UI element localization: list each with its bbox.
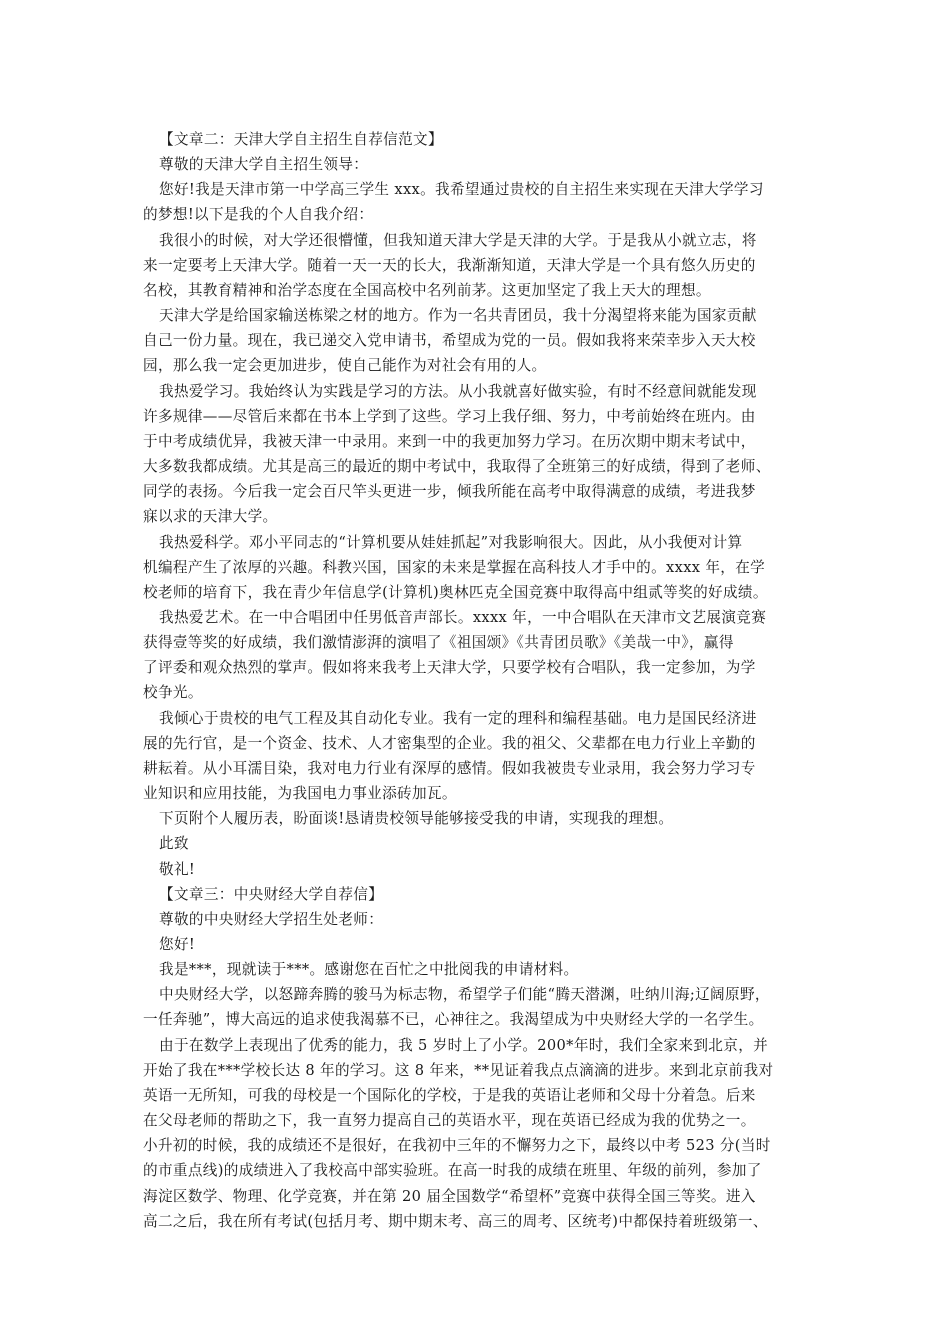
text-line: 的市重点线)的成绩进入了我校高中部实验班。在高一时我的成绩在班里、年级的前列，参加了 [143,1162,762,1180]
text-line: 寐以求的天津大学。 [143,508,278,526]
text-line: 我是***，现就读于***。感谢您在百忙之中批阅我的申请材料。 [159,961,579,979]
text-line: 大多数我都成绩。尤其是高三的最近的期中考试中，我取得了全班第三的好成绩，得到了老师、 [143,458,771,476]
text-line: 来一定要考上天津大学。随着一天一天的长大，我渐渐知道，天津大学是一个具有悠久历史的 [143,256,756,274]
text-line: 自己一份力量。现在，我已递交入党申请书，希望成为党的一员。假如我将来荣幸步入天大校 [143,332,756,350]
text-line: 英语一无所知，可我的母校是一个国际化的学校，于是我的英语让老师和父母十分着急。后来 [143,1086,756,1104]
text-line: 下页附个人履历表，盼面谈!恳请贵校领导能够接受我的申请，实现我的理想。 [159,810,674,828]
text-line: 许多规律——尽管后来都在书本上学到了这些。学习上我仔细、努力，中考前始终在班内。由 [143,407,756,425]
text-line: 开始了我在***学校长达 8 年的学习。这 8 年来，**见证着我点点滴滴的进步。来到北京前我对 [143,1061,774,1079]
text-line: 高二之后，我在所有考试(包括月考、期中期末考、高三的周考、区统考)中都保持着班级第一、 [143,1212,768,1230]
text-line: 的梦想!以下是我的个人自我介绍： [143,206,374,224]
text-line: 一任奔驰”，博大高远的追求使我渴慕不已，心神往之。我渴望成为中央财经大学的一名学生。 [143,1011,764,1029]
text-line: 此致 [159,835,189,853]
text-line: 小升初的时候，我的成绩还不是很好，在我初中三年的不懈努力之下，最终以中考 523 分(当时 [143,1137,771,1155]
text-line: 校争光。 [143,684,203,702]
text-line: 机编程产生了浓厚的兴趣。科教兴国，国家的未来是掌握在高科技人才手中的。xxxx 年，在学 [143,558,766,576]
text-line: 我很小的时候，对大学还很懵懂，但我知道天津大学是天津的大学。于是我从小就立志，将 [159,231,757,249]
text-line: 了评委和观众热烈的掌声。假如将来我考上天津大学，只要学校有合唱队，我一定参加，为学 [143,659,756,677]
text-line: 于中考成绩优异，我被天津一中录用。来到一中的我更加努力学习。在历次期中期末考试中， [143,432,756,450]
text-line: 获得壹等奖的好成绩，我们激情澎湃的演唱了《祖国颂》《共青团员歌》《美哉一中》，赢得 [143,634,734,652]
text-line: 我倾心于贵校的电气工程及其自动化专业。我有一定的理科和编程基础。电力是国民经济进 [159,709,757,727]
text-line: 中央财经大学，以怒蹄奔腾的骏马为标志物，希望学子们能“腾天潜渊，吐纳川海;辽阔原野， [159,986,770,1004]
text-line: 在父母老师的帮助之下，我一直努力提高自己的英语水平，现在英语已经成为我的优势之一。 [143,1112,756,1130]
text-line: 业知识和应用技能，为我国电力事业添砖加瓦。 [143,785,457,803]
text-line: 敬礼! [159,860,196,878]
text-line: 耕耘着。从小耳濡目染，我对电力行业有深厚的感情。假如我被贵专业录用，我会努力学习专 [143,759,756,777]
text-line: 尊敬的中央财经大学招生处老师： [159,910,384,928]
text-line: 我热爱学习。我始终认为实践是学习的方法。从小我就喜好做实验，有时不经意间就能发现 [159,382,757,400]
text-line: 尊敬的天津大学自主招生领导： [159,156,369,174]
text-line: 园，那么我一定会更加进步，使自己能作为对社会有用的人。 [143,357,547,375]
text-line: 同学的表扬。今后我一定会百尺竿头更进一步，倾我所能在高考中取得满意的成绩，考进我梦 [143,483,756,501]
text-line: 我热爱艺术。在一中合唱团中任男低音声部长。xxxx 年，一中合唱队在天津市文艺展演竞赛 [159,608,767,626]
text-line: 您好!我是天津市第一中学高三学生 xxx。我希望通过贵校的自主招生来实现在天津大学学习 [159,181,764,199]
text-line: 海淀区数学、物理、化学竞赛，并在第 20 届全国数学“希望杯”竞赛中获得全国三等奖。进入 [143,1187,756,1205]
text-line: 校老师的培育下，我在青少年信息学(计算机)奥林匹克全国竞赛中取得高中组贰等奖的好成绩。 [143,583,768,601]
text-line: 【文章三：中央财经大学自荐信】 [159,885,384,903]
document-body [143,127,807,1234]
text-line: 【文章二：天津大学自主招生自荐信范文】 [159,131,443,148]
text-line: 天津大学是给国家输送栋梁之材的地方。作为一名共青团员，我十分渴望将来能为国家贡献 [159,307,757,325]
text-line: 由于在数学上表现出了优秀的能力，我 5 岁时上了小学。200*年时，我们全家来到北京，并 [159,1036,769,1054]
text-line: 我热爱科学。邓小平同志的“计算机要从娃娃抓起”对我影响很大。因此，从小我便对计算 [159,533,743,551]
text-line: 您好! [159,936,196,953]
text-line: 展的先行官，是一个资金、技术、人才密集型的企业。我的祖父、父辈都在电力行业上辛勤的 [143,734,756,752]
text-line: 名校，其教育精神和治学态度在全国高校中名列前茅。这更加坚定了我上天大的理想。 [143,281,711,299]
